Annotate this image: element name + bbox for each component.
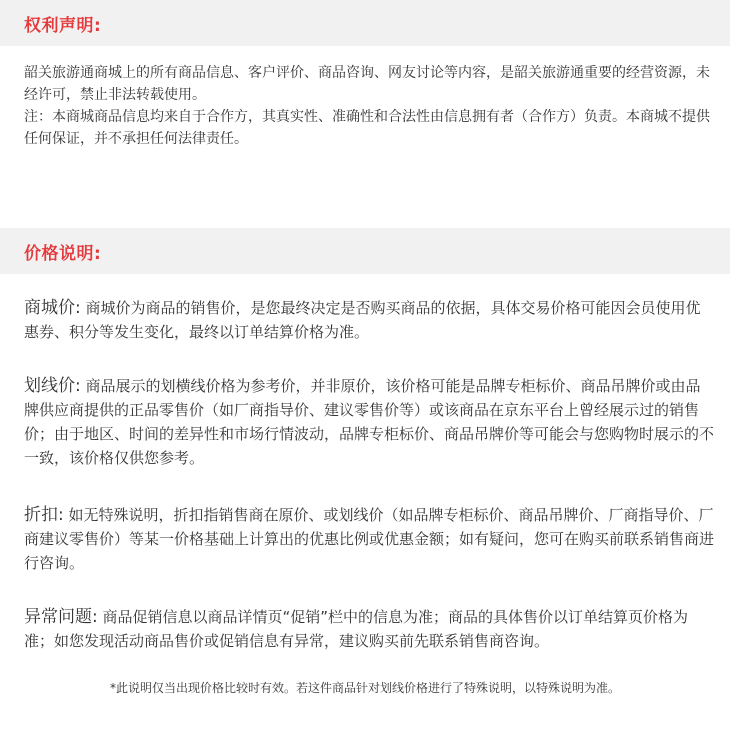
price-item-abnormal bbox=[24, 605, 714, 653]
price-item-text: 商城价为商品的销售价，是您最终决定是否购买商品的依据，具体交易价格可能因会员使用优惠券、积分等发生变化，最终以订单结算价格为准。 bbox=[24, 299, 701, 341]
price-item-mall-price bbox=[24, 296, 714, 344]
copyright-text-1: 韶关旅游通商城上的所有商品信息、客户评价、商品咨询、网友讨论等内容，是韶关旅游通重要的经营资源，未经许可，禁止非法转载使用。 bbox=[24, 65, 710, 103]
copyright-text-2: 注：本商城商品信息均来自于合作方，其真实性、准确性和合法性由信息拥有者（合作方）负责。本商城不提供任何保证，并不承担任何法律责任。 bbox=[24, 109, 710, 147]
price-title: 价格说明: bbox=[24, 243, 102, 264]
copyright-paragraph bbox=[24, 62, 714, 150]
price-item-discount bbox=[24, 503, 714, 575]
price-item-strikethrough-price bbox=[24, 374, 714, 470]
price-item-term: 异常问题: bbox=[24, 607, 98, 627]
price-item-text: 商品促销信息以商品详情页“促销”栏中的信息为准；商品的具体售价以订单结算页价格为准；如您发现活动商品售价或促销信息有异常，建议购买前先联系销售商咨询。 bbox=[24, 608, 689, 650]
price-item-term: 商城价: bbox=[24, 298, 81, 318]
price-item-term: 划线价: bbox=[24, 376, 81, 396]
copyright-title: 权利声明: bbox=[24, 15, 102, 36]
price-item-text: 如无特殊说明，折扣指销售商在原价、或划线价（如品牌专柜标价、商品吊牌价、厂商指导价、厂商建议零售价）等某一价格基础上计算出的优惠比例或优惠金额；如有疑问，您可在购买前联系销售商进行咨询。 bbox=[24, 506, 715, 572]
copyright-header bbox=[0, 0, 730, 46]
price-footnote: *此说明仅当出现价格比较时有效。若这件商品针对划线价格进行了特殊说明，以特殊说明为准。 bbox=[109, 681, 620, 695]
price-header bbox=[0, 228, 730, 274]
price-item-term: 折扣: bbox=[24, 505, 64, 525]
price-item-text: 商品展示的划横线价格为参考价，并非原价，该价格可能是品牌专柜标价、商品吊牌价或由品牌供应商提供的正品零售价（如厂商指导价、建议零售价等）或该商品在京东平台上曾经展示过的销售价；由于地区、时间的差异性和市场行情波动，品牌专柜标价、商品吊牌价等可能会与您购物时展示的不一致，该价格仅供您参考。 bbox=[24, 377, 715, 467]
